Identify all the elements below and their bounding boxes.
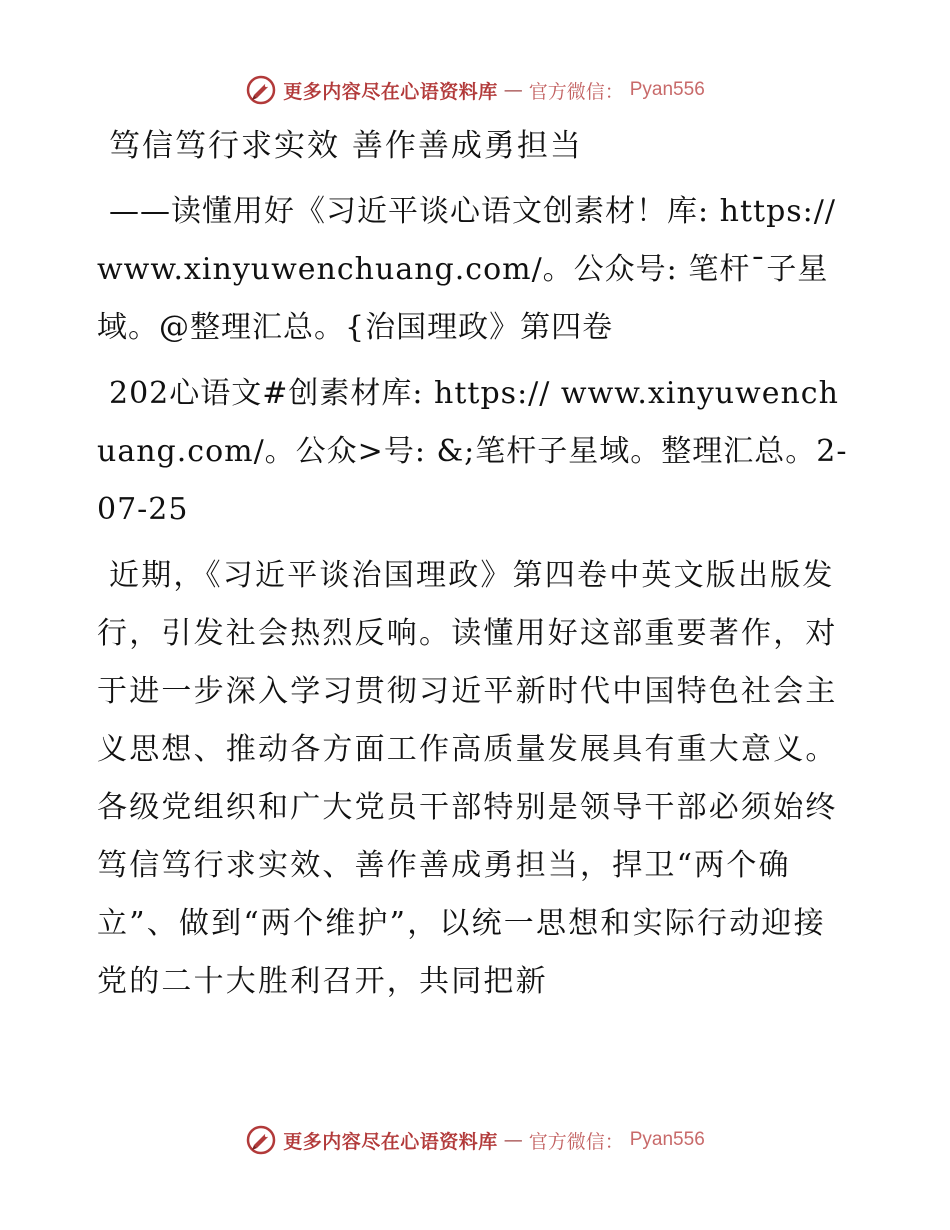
- banner-wechat-handle: Pyan556: [629, 79, 705, 100]
- article-source-line: 202心语文#创素材库: https:// www.xinyuwenchuang.com/。公众>号: &;笔杆子星域。整理汇总。2-07-25: [97, 376, 848, 527]
- banner-wechat-handle: Pyan556: [629, 1129, 705, 1150]
- banner-wechat-label: 官方微信：: [528, 80, 624, 103]
- banner-brand-text: 更多内容尽在心语资料库: [283, 1130, 498, 1153]
- logo-icon: [245, 74, 277, 106]
- article-title: 笃信笃行求实效 善作善成勇担当: [109, 128, 583, 164]
- banner-wechat-label: 官方微信：: [528, 1130, 624, 1153]
- banner-separator: —: [503, 1129, 523, 1151]
- banner-brand-text: 更多内容尽在心语资料库: [283, 80, 498, 103]
- article: [97, 122, 857, 1011]
- logo-icon: [245, 1124, 277, 1156]
- banner-separator: —: [503, 79, 523, 101]
- article-subtitle: ——读懂用好《习近平谈心语文创素材！库: https://www.xinyuwenchuang.com/。公众号: 笔杆¯子星域。@整理汇总。{治国理政》第四卷: [97, 194, 836, 345]
- article-body: 近期，《习近平谈治国理政》第四卷中英文版出版发行，引发社会热烈反响。读懂用好这部重要著作，对于进一步深入学习贯彻习近平新时代中国特色社会主义思想、推动各方面工作高质量发展具有重大意义。各级党组织和广大党员干部特别是领导干部必须始终笃信笃行求实效、善作善成勇担当，捍卫“两个确立”、做到“两个维护”，以统一思想和实际行动迎接党的二十大胜利召开，共同把新: [97, 558, 838, 999]
- header-banner: [0, 70, 950, 110]
- footer-banner: [0, 1120, 950, 1160]
